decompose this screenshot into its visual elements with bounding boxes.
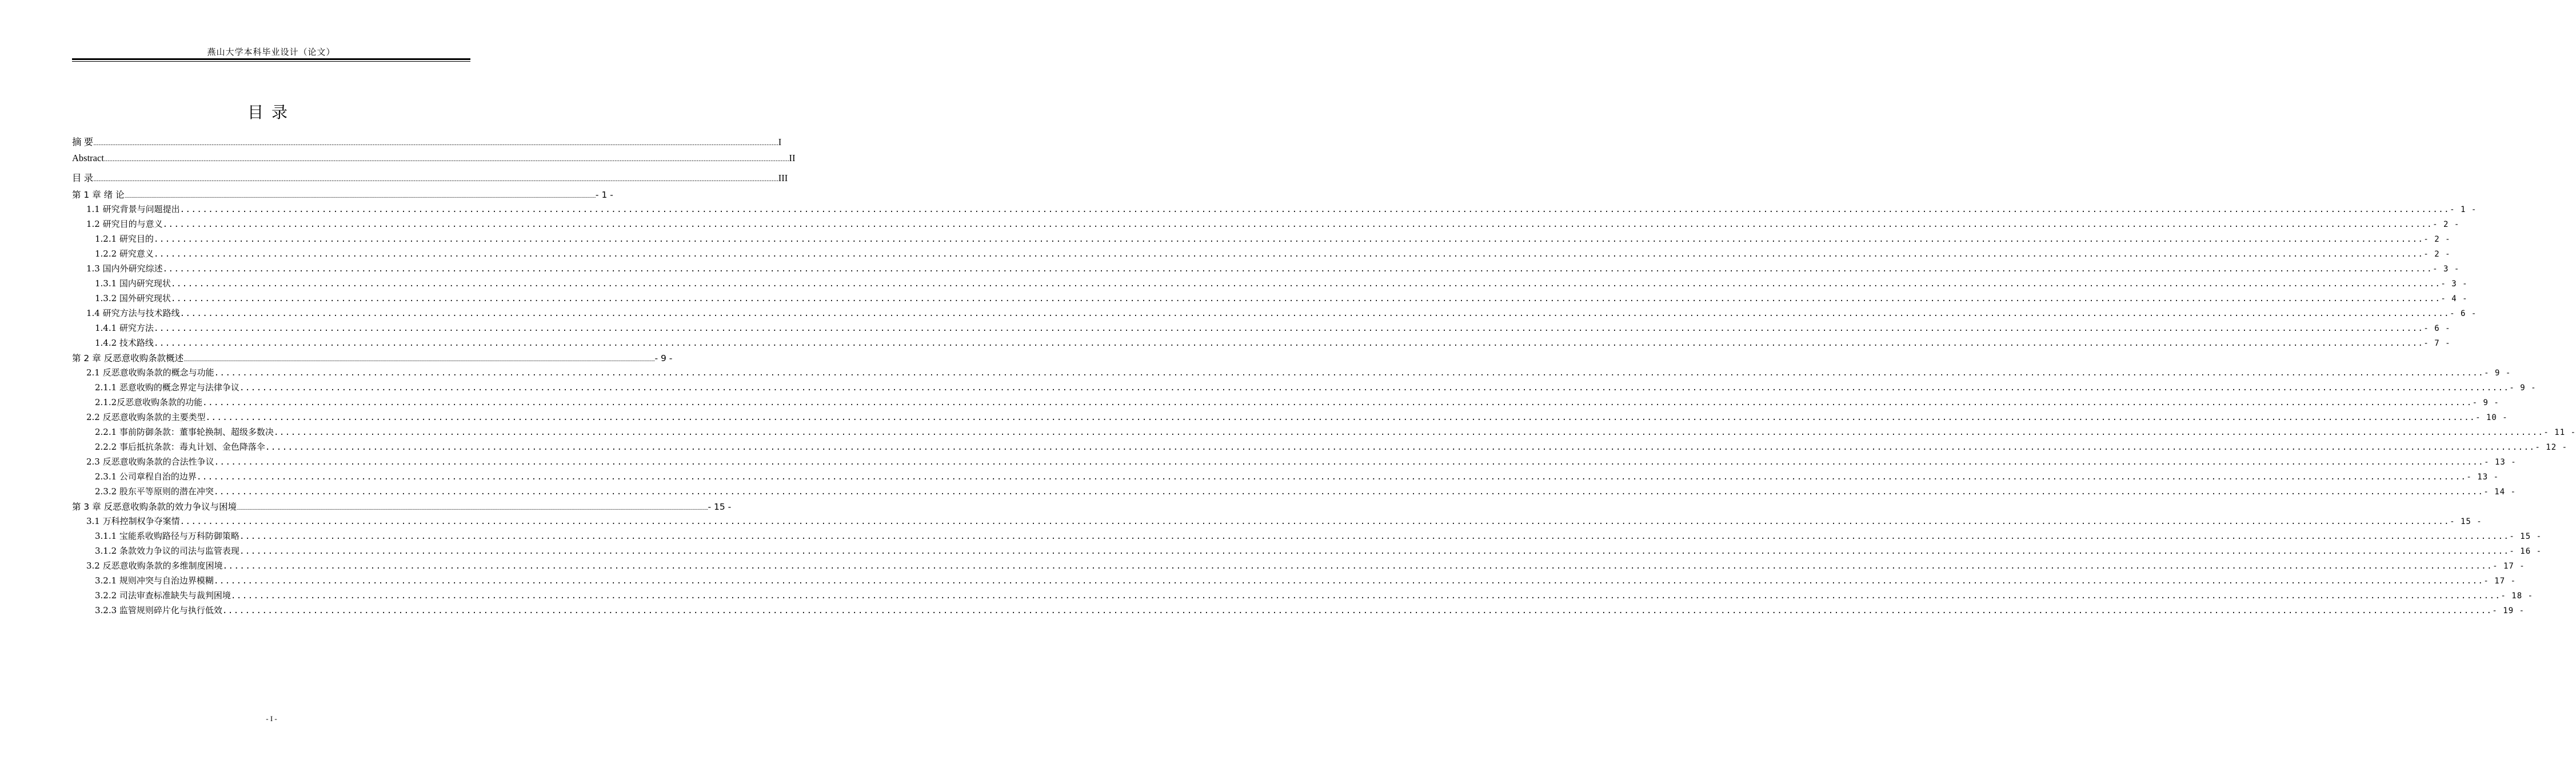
toc-leader-dots: ................................................................................................................................................................................................................................................................................................................................................................................................................ bbox=[222, 606, 2493, 615]
toc-entry-label: 第 1 章 绪 论 bbox=[72, 190, 125, 200]
toc-leader-dots: ................................................................................................................................................................................................................................................................................................................................................................................................................ bbox=[205, 413, 2476, 422]
toc-leader-dots: ................................................................................................................................................................................................................................................................................................................................................................................................................ bbox=[153, 250, 2424, 259]
toc-entry-page: - 2 - bbox=[2433, 220, 2460, 229]
toc-leader-dots: ................................................................................................................................................................................................................................................................................................................................................................................................................ bbox=[162, 265, 2433, 274]
toc-entry[interactable] bbox=[72, 515, 2482, 530]
toc-entry[interactable] bbox=[72, 337, 2451, 351]
table-of-contents bbox=[72, 134, 2576, 619]
toc-entry-label: 第 2 章 反恶意收购条款概述 bbox=[72, 353, 184, 363]
toc-entry[interactable] bbox=[72, 396, 2499, 411]
header-rule-thin bbox=[72, 61, 470, 62]
toc-entry-label: 1.4.2 技术路线 bbox=[95, 338, 154, 348]
toc-entry-page: - 6 - bbox=[2450, 309, 2477, 318]
toc-leader-dots: ................................................................................................................................................................................................................................................................................................................................................................................................................ bbox=[183, 357, 655, 363]
toc-leader-dots: ................................................................................................................................................................................................................................................................................................................................................................................................................ bbox=[153, 324, 2424, 333]
toc-entry-page: III bbox=[778, 173, 788, 183]
toc-entry-label: 1.2 研究目的与意义 bbox=[86, 219, 163, 229]
toc-entry-label: 2.1.2反恶意收购条款的功能 bbox=[95, 397, 203, 407]
toc-leader-dots: ................................................................................................................................................................................................................................................................................................................................................................................................................ bbox=[213, 577, 2484, 586]
toc-entry-page: - 17 - bbox=[2493, 562, 2525, 571]
toc-leader-dots: ................................................................................................................................................................................................................................................................................................................................................................................................................ bbox=[179, 309, 2450, 318]
toc-entry-page: - 2 - bbox=[2423, 235, 2451, 244]
toc-entry-page: - 9 - bbox=[2484, 369, 2511, 378]
toc-entry[interactable] bbox=[72, 134, 782, 153]
toc-entry-page: - 9 - bbox=[2509, 383, 2537, 393]
toc-leader-dots: ................................................................................................................................................................................................................................................................................................................................................................................................................ bbox=[170, 279, 2441, 289]
toc-entry-label: 目 录 bbox=[72, 173, 94, 183]
toc-entry-page: - 17 - bbox=[2483, 577, 2516, 586]
toc-entry-page: II bbox=[789, 153, 796, 163]
toc-entry-label: 摘 要 bbox=[72, 137, 94, 147]
toc-entry-label: 3.1.2 条款效力争议的司法与监管表现 bbox=[95, 546, 239, 556]
toc-entry-page: - 16 - bbox=[2509, 547, 2542, 556]
toc-entry-page: I bbox=[778, 137, 782, 147]
toc-entry-label: 第 3 章 反恶意收购条款的效力争议与困境 bbox=[72, 502, 237, 512]
toc-entry[interactable] bbox=[72, 277, 2468, 292]
toc-entry[interactable] bbox=[72, 604, 2525, 619]
toc-entry-page: - 2 - bbox=[2423, 250, 2451, 259]
page-number: - I - bbox=[266, 714, 277, 723]
toc-entry-page: - 6 - bbox=[2423, 324, 2451, 333]
toc-leader-dots: ................................................................................................................................................................................................................................................................................................................................................................................................................ bbox=[239, 547, 2510, 556]
toc-entry-page: - 1 - bbox=[2450, 205, 2477, 214]
toc-entry[interactable] bbox=[72, 426, 2576, 441]
toc-entry-label: 1.1 研究背景与问题提出 bbox=[86, 204, 180, 214]
toc-entry-label: 3.1.1 宝能系收购路径与万科防御策略 bbox=[95, 531, 239, 541]
toc-entry-page: - 1 - bbox=[595, 190, 613, 200]
toc-entry-page: - 12 - bbox=[2535, 443, 2567, 452]
toc-entry-label: 2.3.2 股东平等原则的潜在冲突 bbox=[95, 486, 214, 497]
toc-entry[interactable] bbox=[72, 589, 2533, 604]
toc-entry[interactable] bbox=[72, 411, 2508, 426]
toc-entry[interactable] bbox=[72, 203, 2477, 218]
toc-entry-label: 3.2 反恶意收购条款的多维制度困境 bbox=[86, 561, 223, 571]
toc-entry-label: 1.2.2 研究意义 bbox=[95, 249, 154, 259]
toc-leader-dots: ................................................................................................................................................................................................................................................................................................................................................................................................................ bbox=[196, 473, 2467, 482]
toc-entry-label: 1.2.1 研究目的 bbox=[95, 234, 154, 244]
toc-entry-label: 2.1.1 恶意收购的概念界定与法律争议 bbox=[95, 382, 239, 393]
toc-entry-page: - 14 - bbox=[2483, 487, 2516, 497]
toc-leader-dots: ................................................................................................................................................................................................................................................................................................................................................................................................................ bbox=[153, 339, 2424, 348]
toc-leader-dots: ................................................................................................................................................................................................................................................................................................................................................................................................................ bbox=[162, 220, 2433, 229]
toc-entry-label: 2.3.1 公司章程自治的边界 bbox=[95, 471, 197, 482]
toc-entry-label: 2.2.1 事前防御条款：董事轮换制、超级多数决 bbox=[95, 427, 274, 437]
toc-entry-page: - 18 - bbox=[2501, 591, 2533, 601]
toc-entry[interactable] bbox=[72, 262, 2460, 277]
toc-leader-dots: ................................................................................................................................................................................................................................................................................................................................................................................................................ bbox=[170, 294, 2441, 303]
toc-entry-page: - 15 - bbox=[2450, 517, 2482, 526]
toc-entry[interactable] bbox=[72, 292, 2468, 307]
toc-entry[interactable] bbox=[72, 218, 2460, 233]
toc-leader-dots: ................................................................................................................................................................................................................................................................................................................................................................................................................ bbox=[103, 155, 789, 163]
toc-entry-page: - 11 - bbox=[2543, 428, 2576, 437]
toc-entry[interactable] bbox=[72, 500, 732, 515]
toc-entry[interactable] bbox=[72, 530, 2542, 545]
toc-leader-dots: ................................................................................................................................................................................................................................................................................................................................................................................................................ bbox=[273, 428, 2544, 437]
toc-entry-page: - 7 - bbox=[2423, 339, 2451, 348]
toc-entry-page: - 9 - bbox=[2472, 398, 2499, 407]
header-rule-thick bbox=[72, 58, 470, 60]
toc-entry-page: - 3 - bbox=[2441, 279, 2468, 289]
toc-entry[interactable] bbox=[72, 574, 2516, 589]
toc-entry-label: 1.3.1 国内研究现状 bbox=[95, 278, 171, 289]
toc-entry[interactable] bbox=[72, 153, 796, 170]
toc-leader-dots: ................................................................................................................................................................................................................................................................................................................................................................................................................ bbox=[124, 194, 596, 199]
toc-leader-dots: ................................................................................................................................................................................................................................................................................................................................................................................................................ bbox=[153, 235, 2424, 244]
toc-leader-dots: ................................................................................................................................................................................................................................................................................................................................................................................................................ bbox=[230, 591, 2501, 601]
toc-leader-dots: ................................................................................................................................................................................................................................................................................................................................................................................................................ bbox=[93, 139, 778, 147]
toc-entry[interactable] bbox=[72, 247, 2451, 262]
toc-entry-label: 3.1 万科控制权争夺案情 bbox=[86, 516, 180, 526]
toc-entry-label: 2.3 反恶意收购条款的合法性争议 bbox=[86, 457, 214, 467]
toc-entry-page: - 13 - bbox=[2484, 458, 2517, 467]
toc-entry-label: 2.1 反恶意收购条款的概念与功能 bbox=[86, 367, 214, 378]
toc-entry[interactable] bbox=[72, 455, 2517, 470]
toc-entry-page: - 4 - bbox=[2441, 294, 2468, 303]
toc-entry-label: 2.2 反恶意收购条款的主要类型 bbox=[86, 412, 206, 422]
toc-entry-label: 1.3 国内外研究综述 bbox=[86, 263, 163, 274]
toc-entry-page: - 15 - bbox=[2509, 532, 2542, 541]
toc-entry[interactable] bbox=[72, 307, 2477, 322]
toc-leader-dots: ................................................................................................................................................................................................................................................................................................................................................................................................................ bbox=[265, 443, 2535, 452]
toc-entry[interactable] bbox=[72, 366, 2511, 381]
toc-entry[interactable] bbox=[72, 441, 2567, 455]
toc-leader-dots: ................................................................................................................................................................................................................................................................................................................................................................................................................ bbox=[213, 487, 2484, 497]
toc-leader-dots: ................................................................................................................................................................................................................................................................................................................................................................................................................ bbox=[179, 517, 2450, 526]
toc-entry-page: - 3 - bbox=[2433, 265, 2460, 274]
toc-entry[interactable] bbox=[72, 322, 2451, 337]
toc-entry-label: 3.2.3 监管规则碎片化与执行低效 bbox=[95, 605, 222, 615]
running-header: 燕山大学本科毕业设计（论文） bbox=[207, 47, 336, 57]
toc-entry[interactable] bbox=[72, 545, 2542, 559]
toc-entry-label: 1.3.2 国外研究现状 bbox=[95, 293, 171, 303]
toc-entry-label: 3.2.1 规则冲突与自治边界模糊 bbox=[95, 575, 214, 586]
toc-leader-dots: ................................................................................................................................................................................................................................................................................................................................................................................................................ bbox=[239, 383, 2510, 393]
toc-leader-dots: ................................................................................................................................................................................................................................................................................................................................................................................................................ bbox=[93, 175, 778, 183]
toc-entry[interactable] bbox=[72, 470, 2499, 485]
toc-entry-label: Abstract bbox=[72, 153, 104, 163]
toc-leader-dots: ................................................................................................................................................................................................................................................................................................................................................................................................................ bbox=[239, 532, 2510, 541]
toc-entry[interactable] bbox=[72, 381, 2537, 396]
toc-leader-dots: ................................................................................................................................................................................................................................................................................................................................................................................................................ bbox=[202, 398, 2473, 407]
toc-entry-page: - 13 - bbox=[2466, 473, 2499, 482]
toc-leader-dots: ................................................................................................................................................................................................................................................................................................................................................................................................................ bbox=[222, 562, 2493, 571]
page-title: 目录 bbox=[247, 103, 295, 122]
toc-entry-label: 3.2.2 司法审查标准缺失与裁判困境 bbox=[95, 590, 231, 601]
toc-entry-page: - 10 - bbox=[2475, 413, 2508, 422]
toc-entry[interactable] bbox=[72, 170, 788, 188]
toc-entry[interactable] bbox=[72, 559, 2525, 574]
toc-entry[interactable] bbox=[72, 188, 613, 203]
toc-entry[interactable] bbox=[72, 485, 2516, 500]
toc-leader-dots: ................................................................................................................................................................................................................................................................................................................................................................................................................ bbox=[214, 458, 2485, 467]
toc-entry-label: 1.4.1 研究方法 bbox=[95, 323, 154, 333]
toc-entry-page: - 15 - bbox=[708, 502, 732, 512]
toc-entry[interactable] bbox=[72, 351, 673, 366]
toc-entry-page: - 9 - bbox=[654, 353, 673, 363]
toc-leader-dots: ................................................................................................................................................................................................................................................................................................................................................................................................................ bbox=[237, 506, 708, 511]
toc-entry-label: 1.4 研究方法与技术路线 bbox=[86, 308, 180, 318]
toc-entry-label: 2.2.2 事后抵抗条款：毒丸计划、金色降落伞 bbox=[95, 442, 265, 452]
toc-leader-dots: ................................................................................................................................................................................................................................................................................................................................................................................................................ bbox=[179, 205, 2450, 214]
toc-leader-dots: ................................................................................................................................................................................................................................................................................................................................................................................................................ bbox=[214, 369, 2485, 378]
toc-entry[interactable] bbox=[72, 233, 2451, 247]
toc-entry-page: - 19 - bbox=[2492, 606, 2525, 615]
